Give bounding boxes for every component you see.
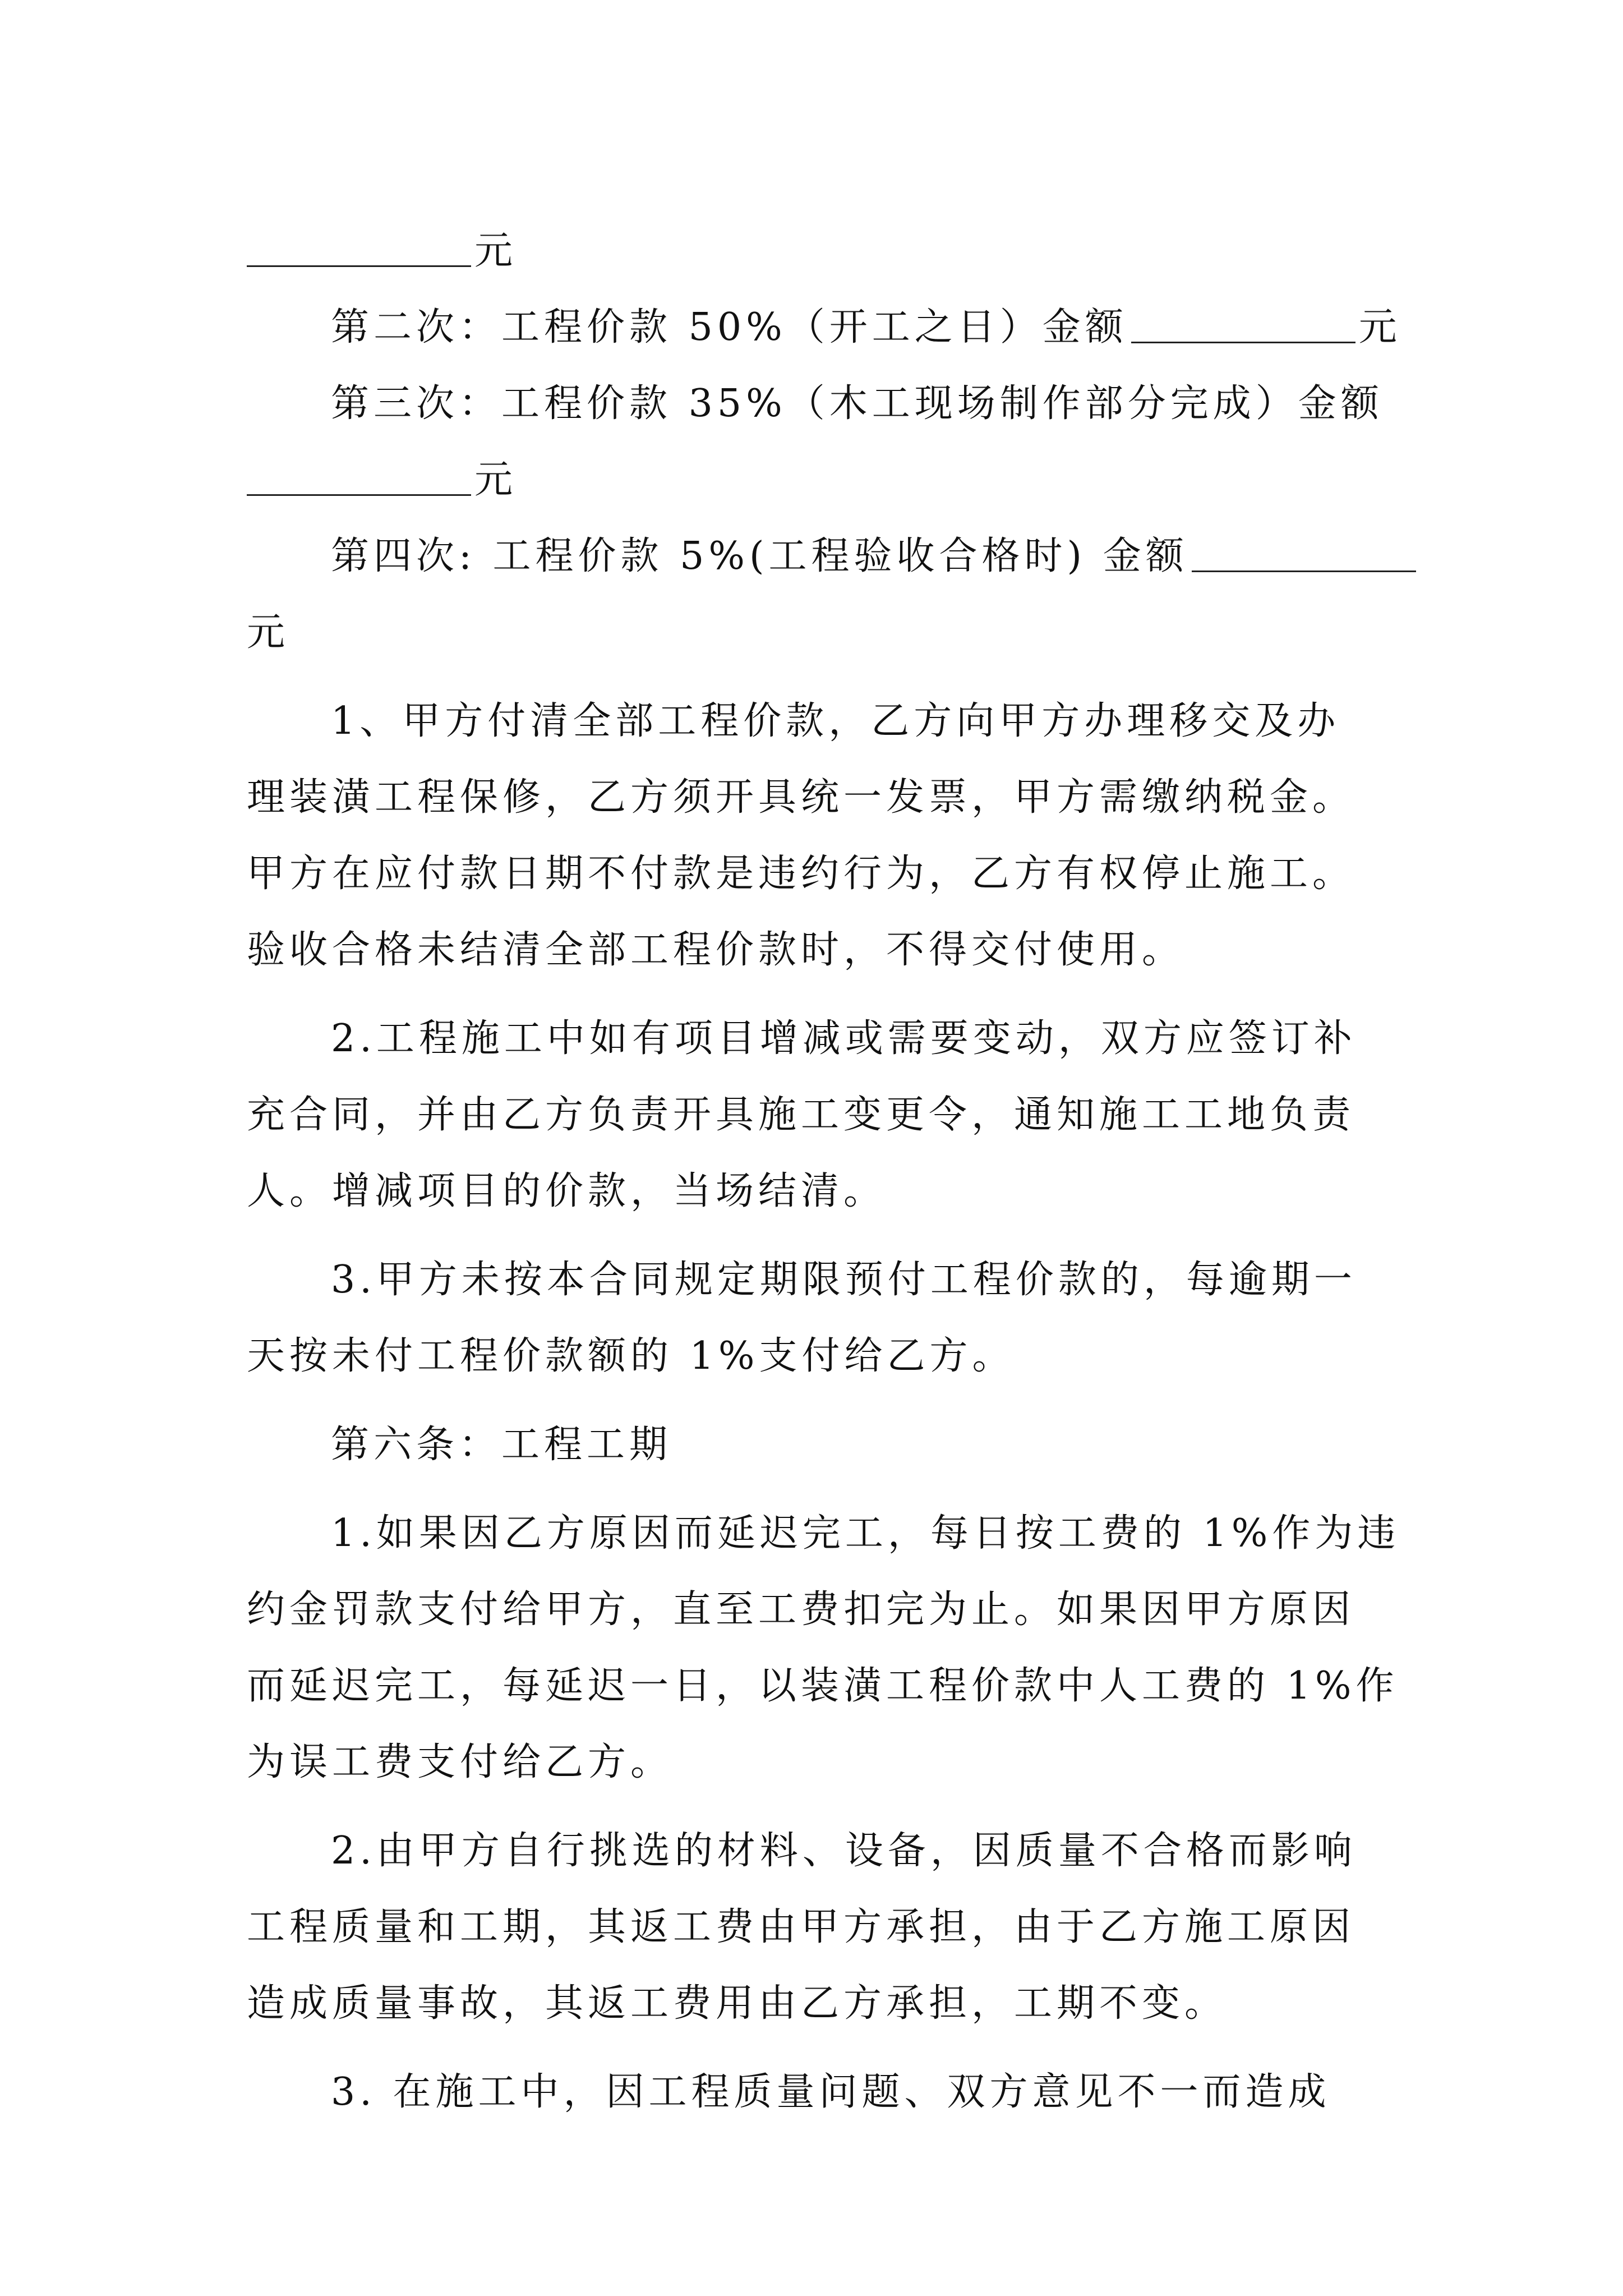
section-6-paragraph-3-line-1: 3. 在施工中，因工程质量问题、双方意见不一而造成 (331, 2070, 1331, 2114)
amount-blank (1131, 302, 1355, 343)
amount-blank (247, 455, 471, 496)
section-6-paragraph-2-line-1: 2.由甲方自行挑选的材料、设备，因质量不合格而影响 (331, 1829, 1357, 1873)
payment-line-1-continuation (247, 213, 1391, 289)
installment-text: 第四次: 工程价款 5%(工程验收合格时) 金额 (331, 534, 1188, 578)
installment-text: 第二次：工程价款 50%（开工之日）金额 (331, 305, 1128, 349)
currency-unit: 元 (1358, 305, 1401, 349)
paragraph-1-line-2: 理装潢工程保修，乙方须开具统一发票，甲方需缴纳税金。 (247, 775, 1355, 820)
section-6-title: 第六条：工程工期 (331, 1423, 672, 1467)
currency-unit: 元 (474, 458, 518, 502)
payment-fourth-installment (247, 518, 1391, 595)
paragraph-3-line-2: 天按未付工程价款额的 1%支付给乙方。 (247, 1334, 1015, 1378)
payment-third-installment-continuation (247, 442, 1391, 518)
currency-unit: 元 (247, 610, 290, 655)
paragraph-2-line-3: 人。增减项目的价款，当场结清。 (247, 1169, 887, 1213)
section-6-paragraph-1-line-3: 而延迟完工，每延迟一日，以装潢工程价款中人工费的 1%作 (247, 1664, 1399, 1708)
paragraph-2-line-1: 2.工程施工中如有项目增减或需要变动，双方应签订补 (331, 1016, 1357, 1061)
section-6-paragraph-1-line-2: 约金罚款支付给甲方，直至工费扣完为止。如果因甲方原因 (247, 1588, 1355, 1632)
paragraph-3-line-1: 3.甲方未按本合同规定期限预付工程价款的，每逾期一 (331, 1258, 1357, 1302)
amount-blank (247, 226, 471, 267)
section-6-paragraph-1-line-1: 1.如果因乙方原因而延迟完工，每日按工费的 1%作为违 (331, 1511, 1400, 1556)
payment-second-installment (247, 289, 1401, 366)
paragraph-1-line-4: 验收合格未结清全部工程价款时，不得交付使用。 (247, 928, 1185, 972)
document-body (247, 213, 1401, 2131)
payment-third-installment (247, 366, 1391, 442)
installment-text: 第三次：工程价款 35%（木工现场制作部分完成）金额 (331, 381, 1384, 426)
currency-unit: 元 (474, 229, 518, 273)
section-6-paragraph-2-line-3: 造成质量事故，其返工费用由乙方承担，工期不变。 (247, 1981, 1228, 2026)
paragraph-1-line-3: 甲方在应付款日期不付款是违约行为，乙方有权停止施工。 (247, 852, 1355, 896)
paragraph-1-line-1: 1、甲方付清全部工程价款，乙方向甲方办理移交及办 (331, 699, 1340, 743)
section-6-paragraph-2-line-2: 工程质量和工期，其返工费由甲方承担，由于乙方施工原因 (247, 1905, 1355, 1949)
section-6-paragraph-1-line-4: 为误工费支付给乙方。 (247, 1740, 674, 1784)
amount-blank (1192, 531, 1416, 572)
paragraph-2-line-2: 充合同，并由乙方负责开具施工变更令，通知施工工地负责 (247, 1093, 1355, 1137)
payment-fourth-installment-continuation (247, 595, 1391, 671)
